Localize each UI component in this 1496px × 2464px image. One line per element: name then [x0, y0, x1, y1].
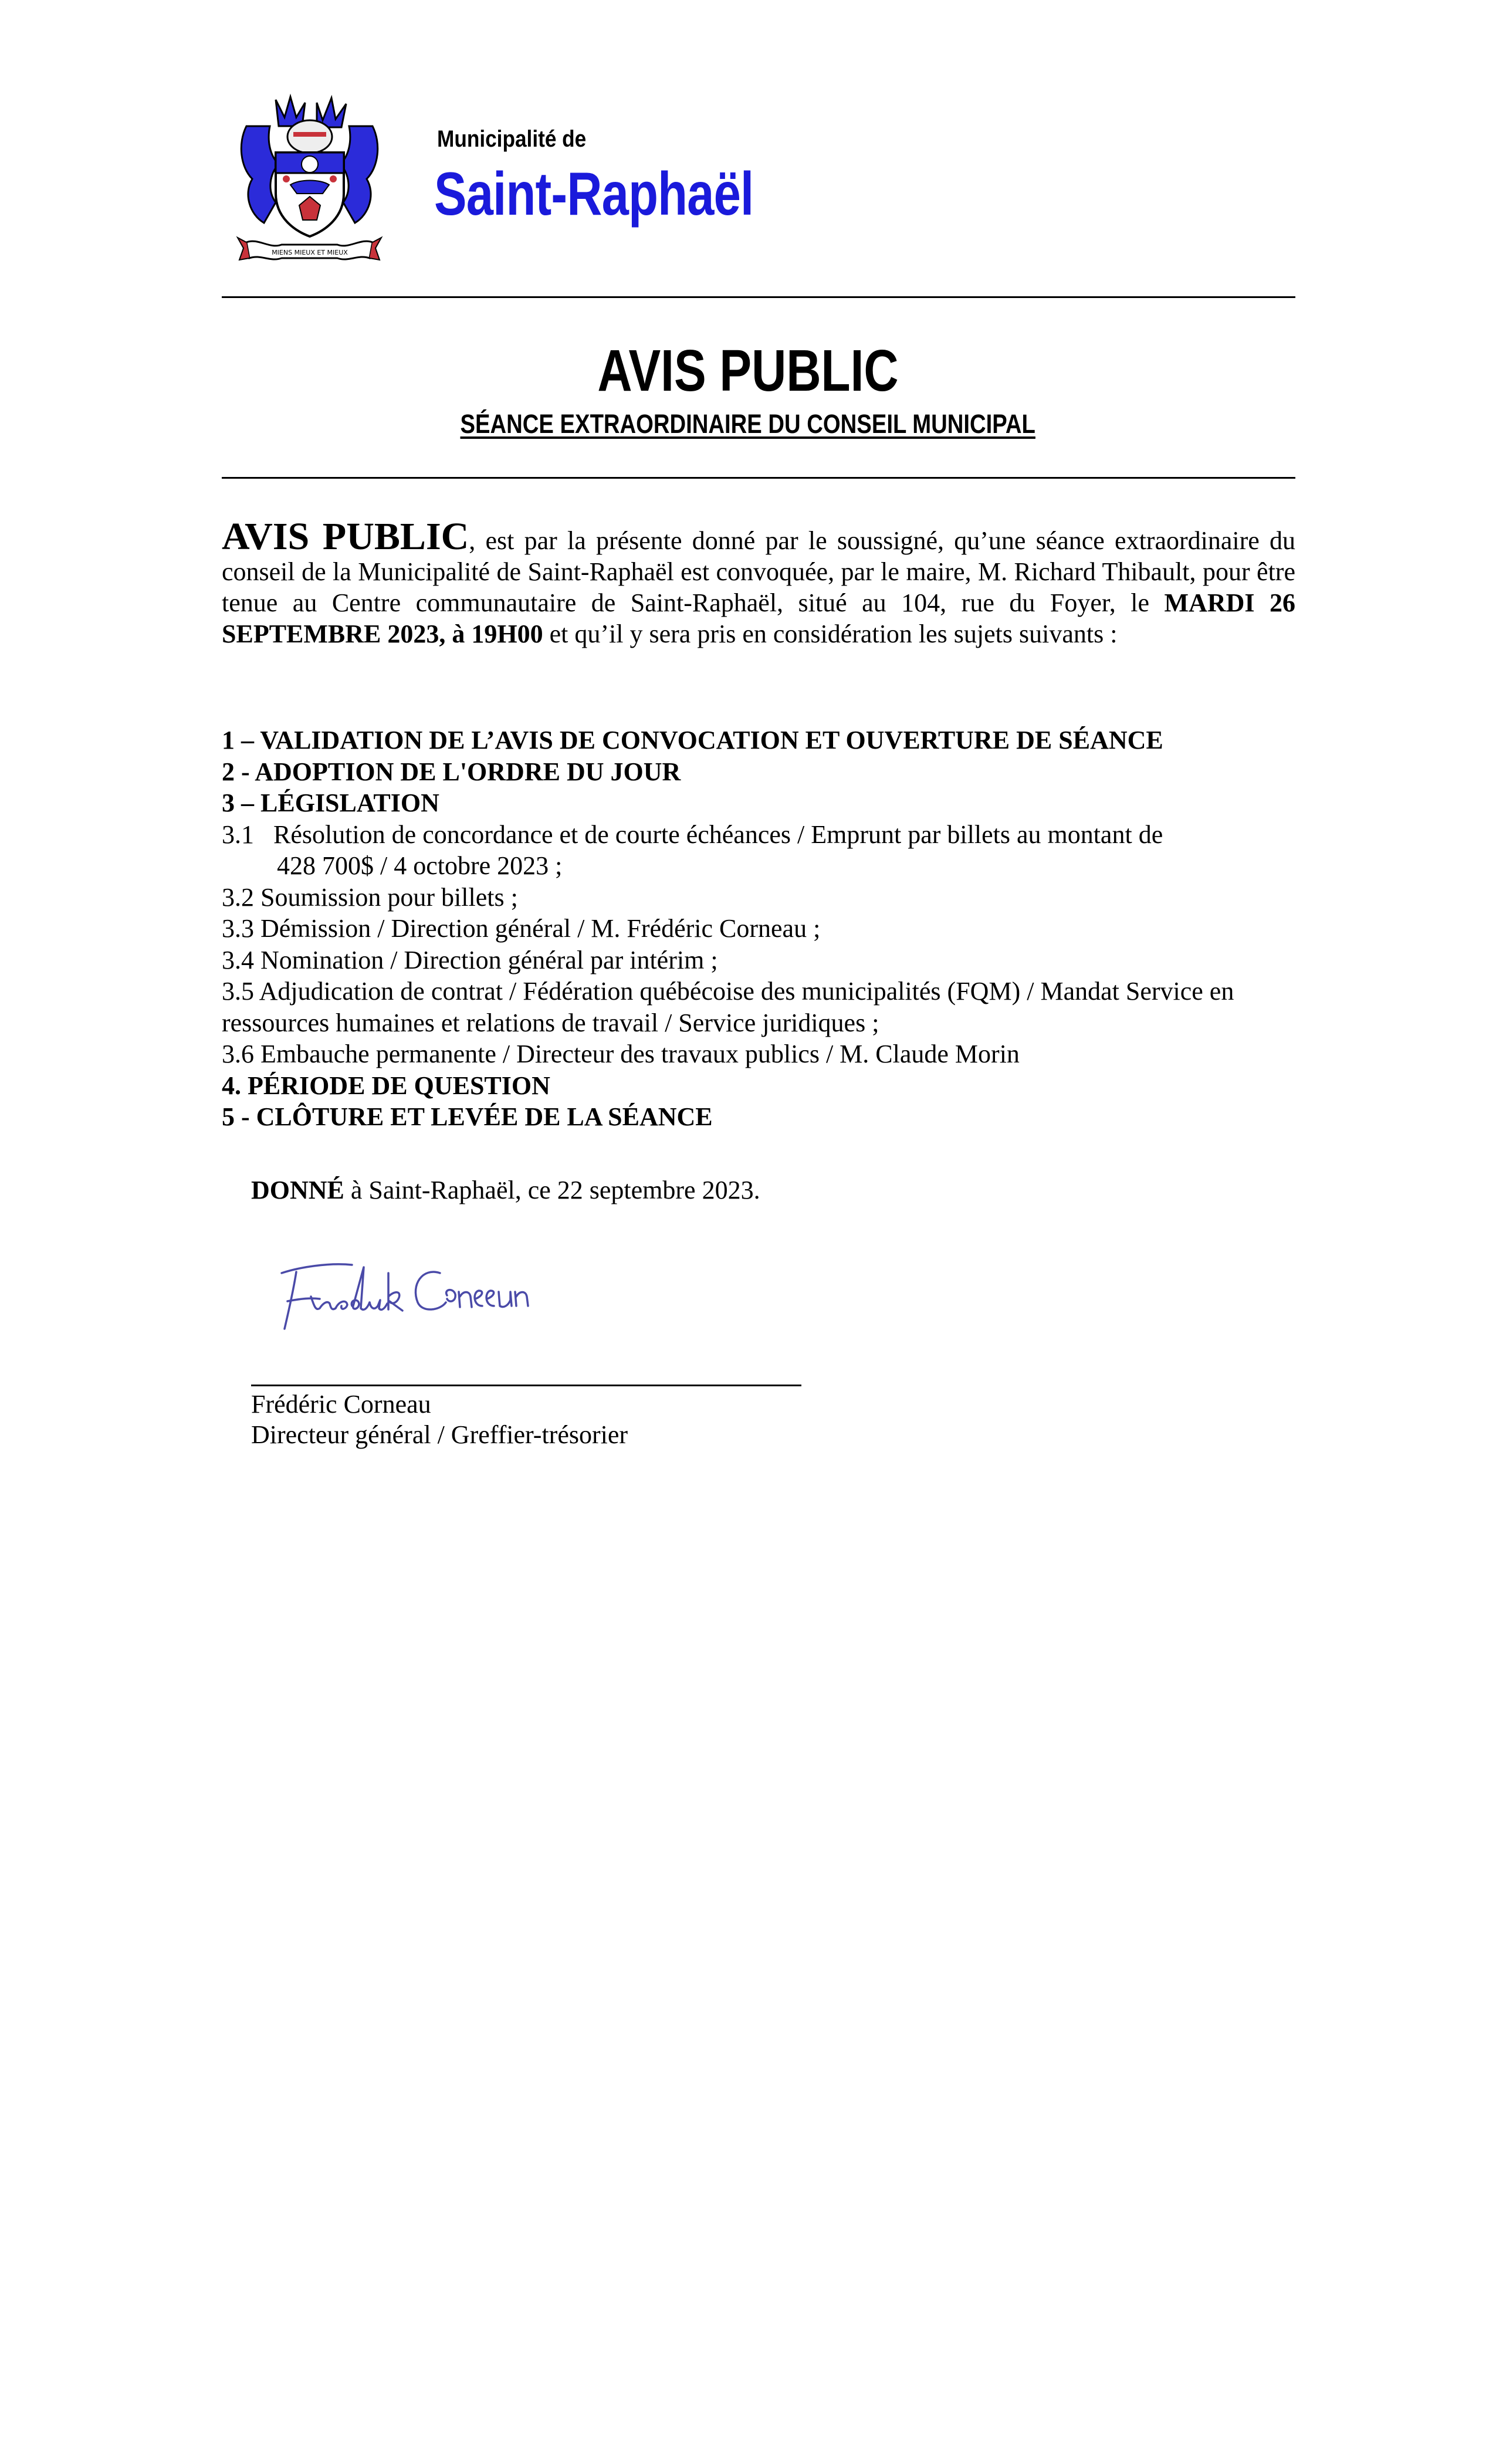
signature-line: [251, 1385, 801, 1386]
meeting-datetime: MARDI 26 SEPTEMBRE 2023, à 19H00: [222, 588, 1295, 648]
given-label: DONNÉ: [251, 1176, 344, 1204]
notice-subtitle: SÉANCE EXTRAORDINAIRE DU CONSEIL MUNICIPAL: [460, 409, 1036, 439]
agenda-item-3-6: 3.6 Embauche permanente / Directeur des travaux publics / M. Claude Morin: [222, 1040, 1020, 1068]
signer-name: Frédéric Corneau: [251, 1390, 431, 1419]
agenda-item-3-2: 3.2 Soumission pour billets ;: [222, 882, 518, 912]
agenda-item-3-3: 3.3 Démission / Direction général / M. Frédéric Corneau ;: [222, 914, 821, 943]
agenda-item-3-5: 3.5 Adjudication de contrat / Fédération québécoise des municipalités (FQM) / Mandat Service en ressources humaines et relations de travail / Service juridiques ;: [222, 977, 1234, 1037]
notice-title: AVIS PUBLIC: [597, 338, 899, 404]
agenda-item-4: 4. PÉRIODE DE QUESTION: [222, 1071, 550, 1100]
agenda-item-2: 2 - ADOPTION DE L'ORDRE DU JOUR: [222, 757, 681, 786]
agenda-list: [222, 725, 1301, 1133]
handwritten-signature: [264, 1250, 569, 1338]
crest-motto: MIENS MIEUX ET MIEUX: [272, 249, 348, 256]
header-divider: [222, 296, 1295, 298]
given-statement: [251, 1175, 760, 1205]
intro-paragraph: [222, 515, 1295, 649]
agenda-item-3-4: 3.4 Nomination / Direction général par intérim ;: [222, 945, 718, 974]
agenda-item-3-1-continued: 428 700$ / 4 octobre 2023 ;: [277, 851, 563, 880]
title-divider: [222, 477, 1295, 479]
municipality-name: Saint-Raphaël: [434, 160, 754, 228]
agenda-item-1: 1 – VALIDATION DE L’AVIS DE CONVOCATION ET OUVERTURE DE SÉANCE: [222, 726, 1163, 754]
intro-lead: AVIS PUBLIC: [222, 515, 469, 558]
intro-text-1: , est par la présente donné par le soussigné, qu’une séance extraordinaire du conseil de la Municipalité de Saint-Raphaël est convoquée, par le maire, M. Richard Thibault, pour être tenue au Centre communautaire de Saint-Raphaël, situé au 104, rue du Foyer, le: [222, 526, 1295, 617]
intro-text-2: et qu’il y sera pris en considération les sujets suivants :: [543, 620, 1118, 648]
agenda-item-3-1: 3.1 Résolution de concordance et de courte échéances / Emprunt par billets au montant de: [222, 820, 1163, 849]
signer-title: Directeur général / Greffier-trésorier: [251, 1420, 628, 1449]
signer-block: [251, 1389, 628, 1450]
agenda-item-5: 5 - CLÔTURE ET LEVÉE DE LA SÉANCE: [222, 1102, 713, 1131]
agenda-item-3: 3 – LÉGISLATION: [222, 788, 439, 817]
given-place-date: à Saint-Raphaël, ce 22 septembre 2023.: [344, 1176, 760, 1204]
municipal-crest-icon: [235, 91, 384, 267]
municipality-label: Municipalité de: [437, 126, 587, 152]
